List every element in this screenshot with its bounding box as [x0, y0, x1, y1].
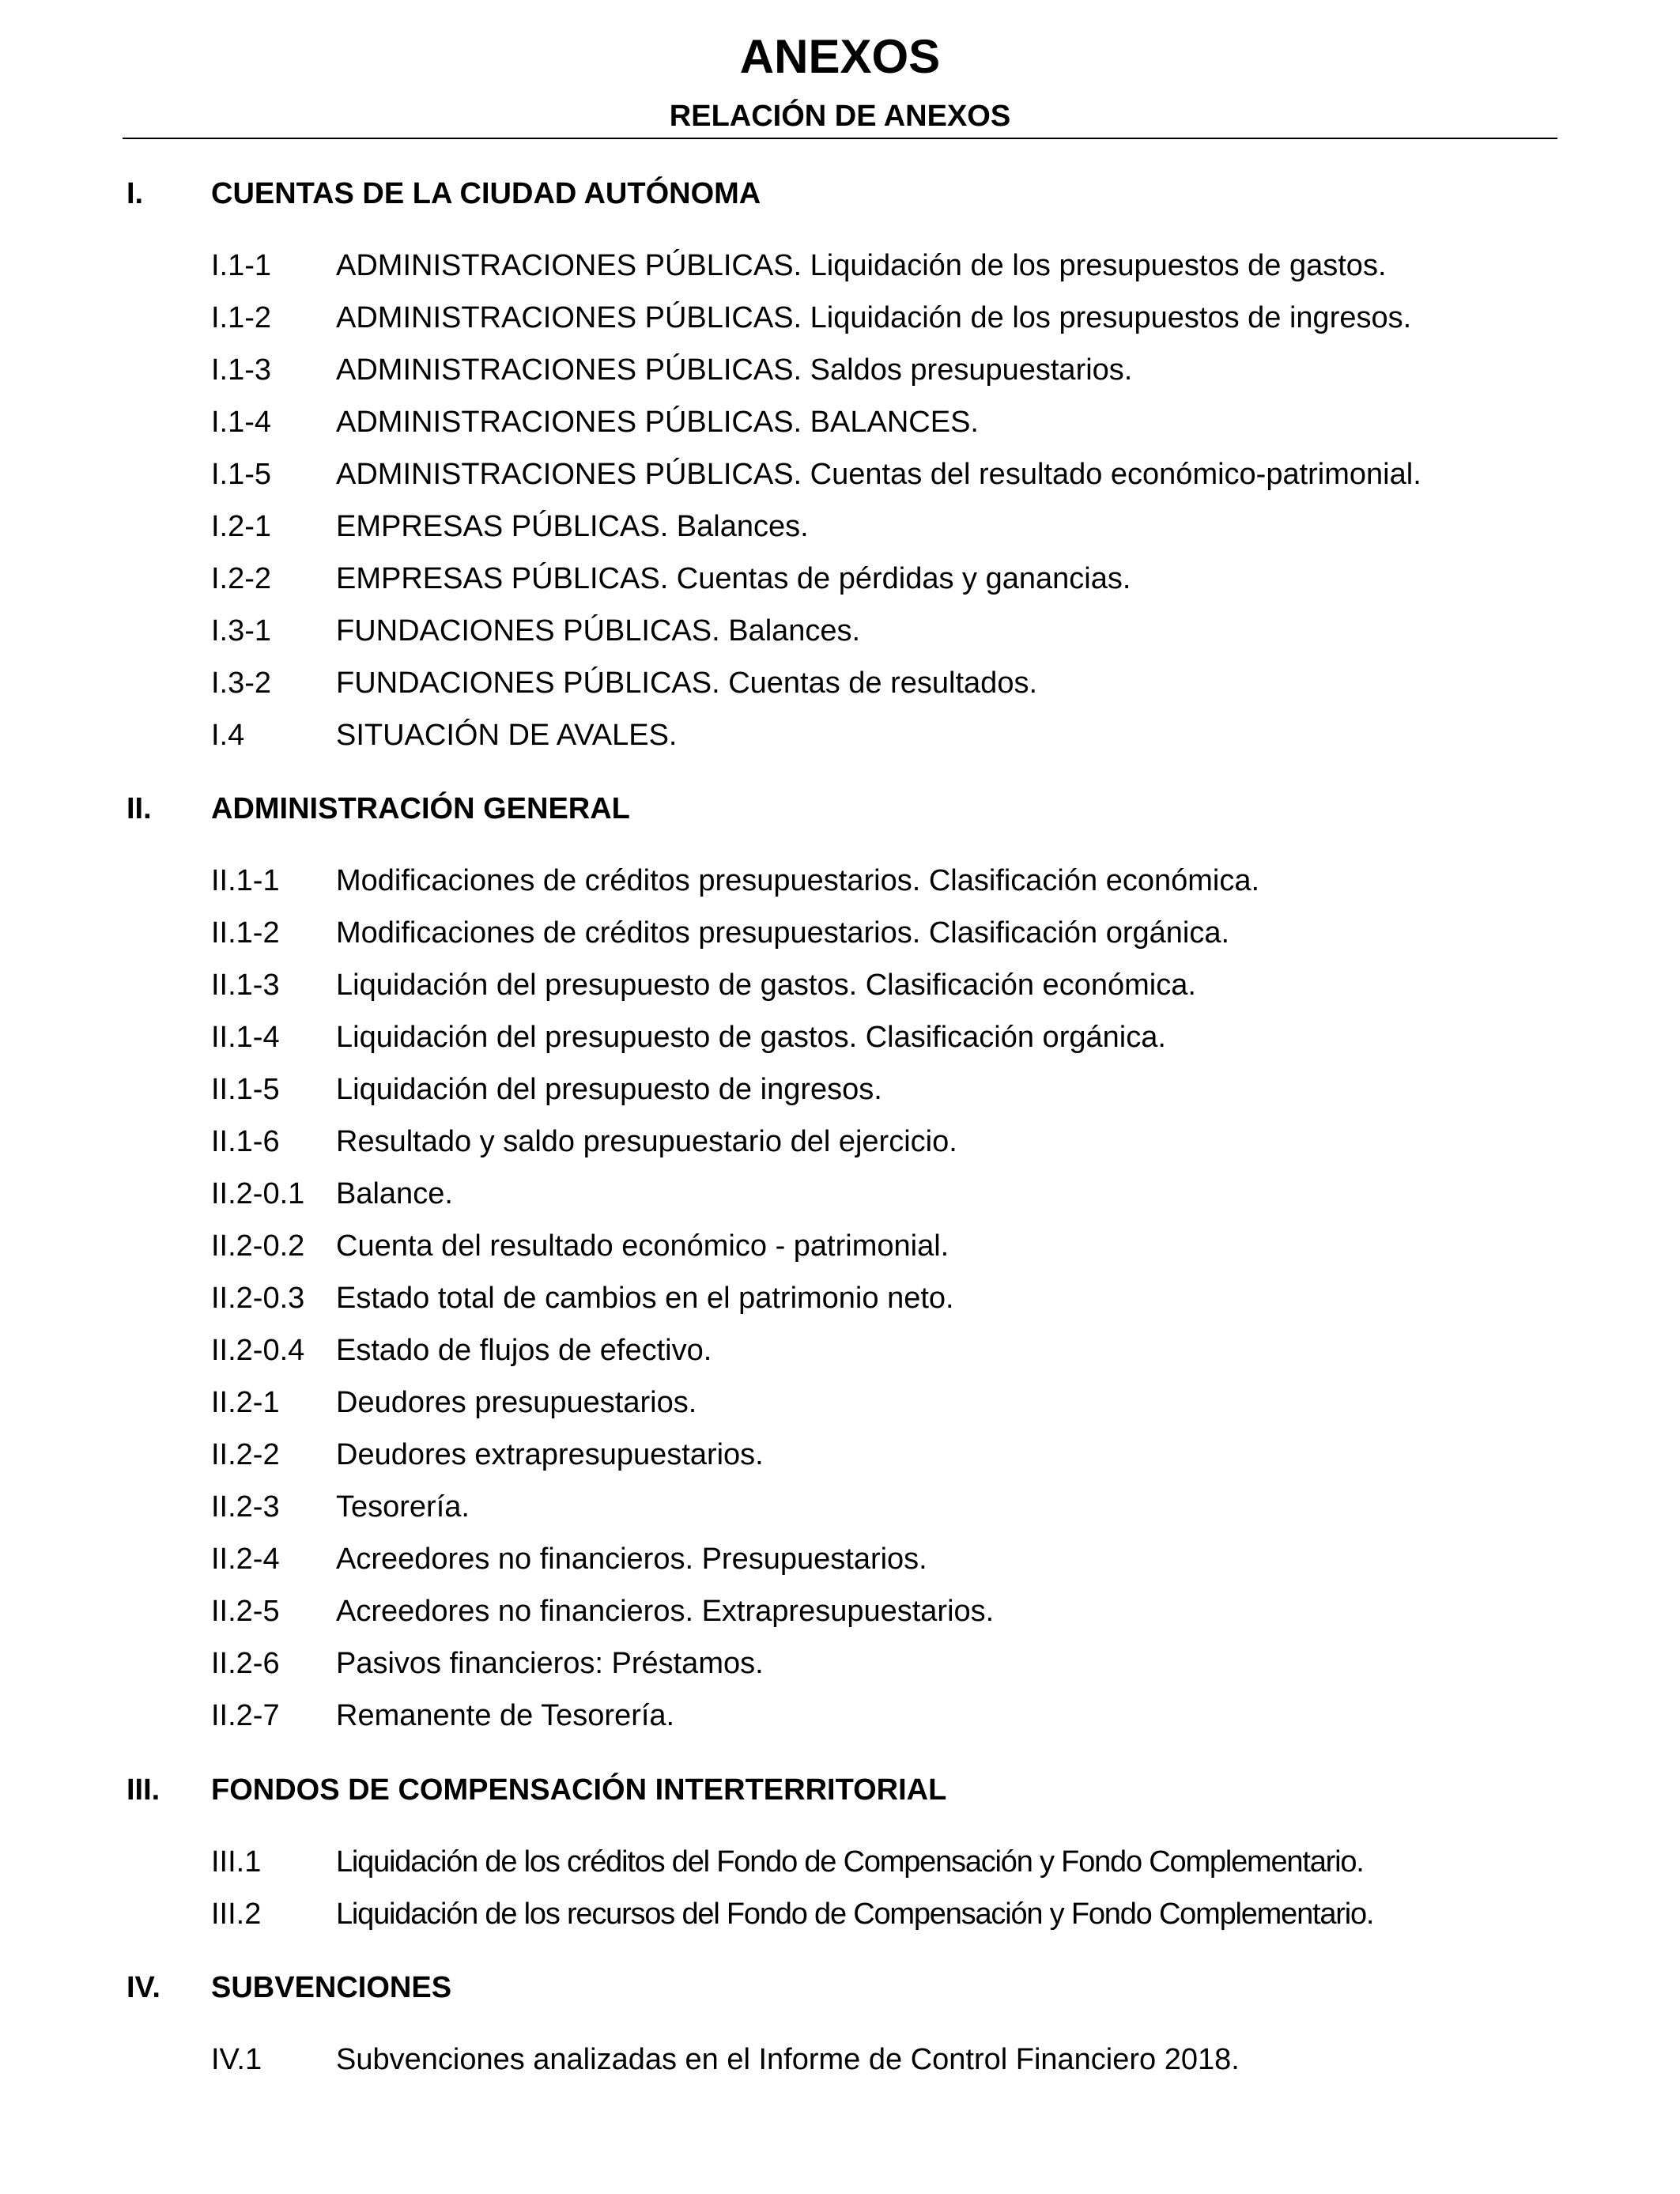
item-code: III.2 — [211, 1898, 262, 1931]
section-title: ADMINISTRACIÓN GENERAL — [211, 792, 630, 825]
page-title: ANEXOS — [739, 30, 941, 83]
item-code: II.2-3 — [211, 1490, 280, 1524]
section-numeral: II. — [126, 792, 152, 825]
item-text: ADMINISTRACIONES PÚBLICAS. Saldos presupuestarios. — [336, 353, 1133, 387]
item-code: I.2-2 — [211, 562, 272, 595]
item-text: ADMINISTRACIONES PÚBLICAS. Liquidación de los presupuestos de ingresos. — [336, 301, 1412, 334]
item-code: I.3-2 — [211, 667, 272, 700]
item-text: Cuenta del resultado económico - patrimonial. — [336, 1229, 949, 1263]
item-code: I.1-2 — [211, 301, 272, 334]
section-numeral: III. — [126, 1773, 160, 1807]
item-text: Subvenciones analizadas en el Informe de Control Financiero 2018. — [336, 2043, 1240, 2076]
item-code: II.2-0.3 — [211, 1282, 305, 1315]
item-code: II.2-2 — [211, 1438, 280, 1471]
section-numeral: IV. — [126, 1971, 160, 2004]
item-text: Acreedores no financieros. Extrapresupuestarios. — [336, 1595, 995, 1628]
item-code: IV.1 — [211, 2043, 262, 2076]
item-code: II.1-5 — [211, 1073, 280, 1106]
item-text: Estado total de cambios en el patrimonio neto. — [336, 1282, 954, 1315]
item-code: I.1-3 — [211, 353, 272, 387]
item-text: ADMINISTRACIONES PÚBLICAS. BALANCES. — [336, 406, 979, 439]
item-text: ADMINISTRACIONES PÚBLICAS. Cuentas del resultado económico-patrimonial. — [336, 458, 1421, 491]
item-text: SITUACIÓN DE AVALES. — [336, 719, 678, 752]
item-code: I.4 — [211, 719, 245, 752]
item-text: Remanente de Tesorería. — [336, 1699, 675, 1732]
item-code: II.1-1 — [211, 864, 280, 897]
item-text: FUNDACIONES PÚBLICAS. Balances. — [336, 614, 861, 648]
item-code: II.2-0.2 — [211, 1229, 305, 1263]
item-code: I.3-1 — [211, 614, 272, 648]
item-text: ADMINISTRACIONES PÚBLICAS. Liquidación de los presupuestos de gastos. — [336, 249, 1387, 282]
item-code: II.2-6 — [211, 1647, 280, 1680]
page-subtitle: RELACIÓN DE ANEXOS — [669, 100, 1011, 133]
item-code: II.2-0.1 — [211, 1177, 305, 1210]
section-title: CUENTAS DE LA CIUDAD AUTÓNOMA — [211, 177, 761, 210]
item-text: Balance. — [336, 1177, 453, 1210]
item-code: III.1 — [211, 1845, 262, 1879]
section-numeral: I. — [126, 177, 144, 210]
item-text: Liquidación de los recursos del Fondo de Compensación y Fondo Complementario. — [336, 1898, 1374, 1931]
item-text: Deudores extrapresupuestarios. — [336, 1438, 764, 1471]
item-text: Estado de flujos de efectivo. — [336, 1334, 712, 1367]
item-code: II.2-1 — [211, 1386, 280, 1419]
item-text: Liquidación del presupuesto de gastos. Clasificación orgánica. — [336, 1021, 1166, 1054]
item-text: EMPRESAS PÚBLICAS. Cuentas de pérdidas y ganancias. — [336, 562, 1131, 595]
item-text: Acreedores no financieros. Presupuestarios. — [336, 1543, 927, 1576]
item-text: Tesorería. — [336, 1490, 470, 1524]
item-text: Modificaciones de créditos presupuestarios. Clasificación orgánica. — [336, 916, 1230, 950]
item-code: II.1-4 — [211, 1021, 280, 1054]
item-text: Modificaciones de créditos presupuestarios. Clasificación económica. — [336, 864, 1260, 897]
item-text: Deudores presupuestarios. — [336, 1386, 697, 1419]
item-code: II.2-7 — [211, 1699, 280, 1732]
item-code: II.2-4 — [211, 1543, 280, 1576]
item-text: Liquidación de los créditos del Fondo de Compensación y Fondo Complementario. — [336, 1845, 1364, 1879]
title-divider — [123, 138, 1557, 139]
item-code: I.1-4 — [211, 406, 272, 439]
item-text: Pasivos financieros: Préstamos. — [336, 1647, 764, 1680]
item-code: II.2-5 — [211, 1595, 280, 1628]
section-title: FONDOS DE COMPENSACIÓN INTERTERRITORIAL — [211, 1773, 947, 1807]
section-title: SUBVENCIONES — [211, 1971, 452, 2004]
item-text: EMPRESAS PÚBLICAS. Balances. — [336, 510, 809, 543]
item-code: I.1-5 — [211, 458, 272, 491]
item-text: Liquidación del presupuesto de ingresos. — [336, 1073, 882, 1106]
item-code: II.1-2 — [211, 916, 280, 950]
item-text: Resultado y saldo presupuestario del ejercicio. — [336, 1125, 957, 1158]
item-code: II.2-0.4 — [211, 1334, 305, 1367]
item-text: FUNDACIONES PÚBLICAS. Cuentas de resultados. — [336, 667, 1038, 700]
item-code: II.1-6 — [211, 1125, 280, 1158]
item-text: Liquidación del presupuesto de gastos. Clasificación económica. — [336, 969, 1196, 1002]
item-code: I.2-1 — [211, 510, 272, 543]
item-code: I.1-1 — [211, 249, 272, 282]
item-code: II.1-3 — [211, 969, 280, 1002]
